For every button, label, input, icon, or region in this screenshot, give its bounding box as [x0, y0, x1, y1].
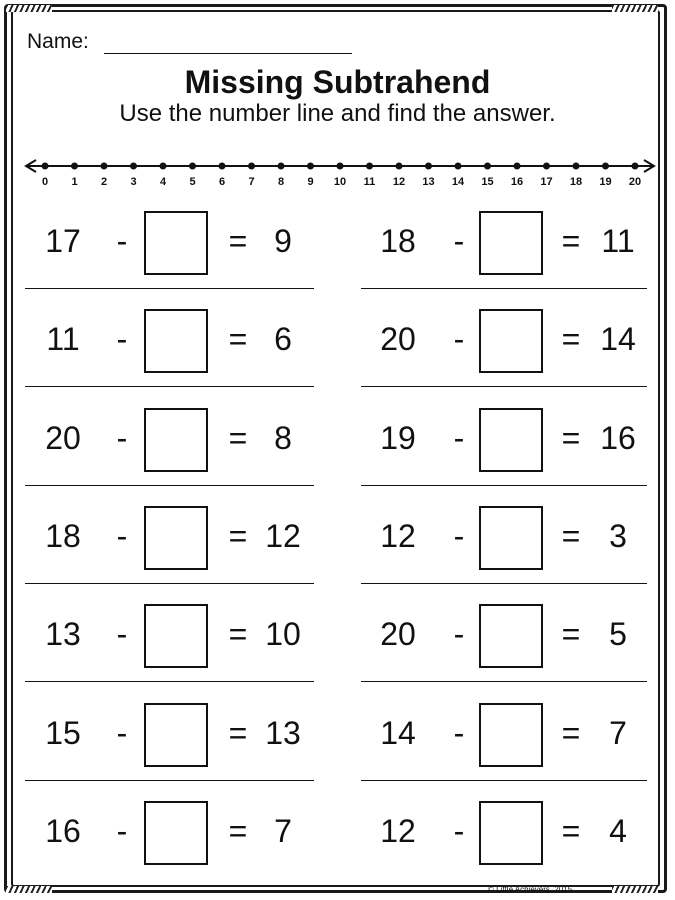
problem-row-right — [0, 703, 675, 763]
corner-decoration-top-right — [612, 5, 658, 12]
row-divider — [361, 780, 647, 781]
number-line-dot — [425, 163, 432, 170]
number-line-dot — [602, 163, 609, 170]
problem-row-right — [0, 506, 675, 566]
minuend: 14 — [380, 715, 416, 751]
minuend: 19 — [380, 420, 416, 456]
equals-sign: = — [228, 518, 248, 554]
difference: 11 — [601, 223, 635, 259]
number-line-dot — [42, 163, 49, 170]
difference: 9 — [274, 223, 292, 259]
equals-sign: = — [228, 223, 248, 259]
corner-decoration-bottom-right — [612, 886, 658, 893]
difference: 3 — [609, 518, 627, 554]
minuend: 15 — [45, 715, 81, 751]
number-line-dot — [189, 163, 196, 170]
number-line-dot — [278, 163, 285, 170]
number-line-dot — [219, 163, 226, 170]
difference: 13 — [265, 715, 301, 751]
number-line-label: 15 — [481, 176, 494, 188]
row-divider — [25, 485, 314, 486]
difference: 4 — [609, 813, 627, 849]
problem-row-right — [0, 604, 675, 664]
number-line-dot — [396, 163, 403, 170]
answer-box[interactable] — [479, 309, 543, 373]
equals-sign: = — [561, 715, 581, 751]
number-line-label: 19 — [599, 176, 612, 188]
number-line-dot — [307, 163, 314, 170]
number-line-dot — [484, 163, 491, 170]
answer-box[interactable] — [479, 604, 543, 668]
number-line-label: 10 — [333, 176, 347, 188]
number-line-dot — [632, 163, 639, 170]
difference: 6 — [274, 321, 292, 357]
problem-row-right — [0, 309, 675, 369]
worksheet-instructions: Use the number line and find the answer. — [119, 100, 556, 127]
equals-sign: = — [228, 715, 248, 751]
number-line-label: 2 — [100, 176, 108, 188]
equals-sign: = — [228, 321, 248, 357]
row-divider — [361, 583, 647, 584]
minus-sign: - — [116, 518, 128, 554]
equals-sign: = — [561, 518, 581, 554]
problem-row-right — [0, 211, 675, 271]
number-line-dot — [514, 163, 521, 170]
minuend: 20 — [380, 616, 416, 652]
number-line — [0, 150, 675, 195]
number-line-dot — [573, 163, 580, 170]
minus-sign: - — [453, 813, 465, 849]
number-line-dot — [130, 163, 137, 170]
number-line-dot — [366, 163, 373, 170]
difference: 12 — [265, 518, 301, 554]
difference: 7 — [609, 715, 627, 751]
row-divider — [25, 583, 314, 584]
minus-sign: - — [453, 715, 465, 751]
answer-box[interactable] — [479, 211, 543, 275]
number-line-dot — [101, 163, 108, 170]
difference: 10 — [265, 616, 301, 652]
worksheet-title: Missing Subtrahend — [184, 64, 491, 100]
minus-sign: - — [116, 223, 128, 259]
number-line-label: 14 — [451, 176, 465, 188]
number-line-label: 20 — [628, 176, 642, 188]
number-line-label: 9 — [307, 176, 314, 188]
number-line-label: 13 — [422, 176, 435, 188]
difference: 7 — [274, 813, 292, 849]
minuend: 13 — [45, 616, 81, 652]
answer-box[interactable] — [479, 506, 543, 570]
minuend: 12 — [380, 813, 416, 849]
row-divider — [25, 681, 314, 682]
number-line-label: 8 — [277, 176, 285, 188]
problem-row-right — [0, 408, 675, 468]
equals-sign: = — [228, 420, 248, 456]
number-line-label: 7 — [248, 176, 255, 188]
number-line-dot — [543, 163, 550, 170]
number-line-dot — [455, 163, 462, 170]
row-divider — [361, 288, 647, 289]
corner-decoration-top-left — [6, 5, 52, 12]
minuend: 18 — [45, 518, 81, 554]
corner-decoration-bottom-left — [6, 886, 52, 893]
number-line-label: 3 — [130, 176, 137, 188]
number-line-label: 16 — [510, 176, 524, 188]
row-divider — [361, 485, 647, 486]
minus-sign: - — [116, 321, 128, 357]
equals-sign: = — [561, 321, 581, 357]
minuend: 17 — [45, 223, 81, 259]
difference: 16 — [600, 420, 636, 456]
copyright-notice: © Little Achievers, 2015 — [488, 885, 573, 894]
minus-sign: - — [116, 616, 128, 652]
number-line-dot — [337, 163, 344, 170]
difference: 8 — [274, 420, 292, 456]
minuend: 12 — [380, 518, 416, 554]
equals-sign: = — [561, 420, 581, 456]
minuend: 18 — [380, 223, 416, 259]
minus-sign: - — [453, 223, 465, 259]
number-line-label: 17 — [540, 176, 553, 188]
minus-sign: - — [453, 518, 465, 554]
difference: 5 — [609, 616, 627, 652]
minus-sign: - — [116, 715, 128, 751]
number-line-label: 4 — [159, 176, 167, 188]
answer-box[interactable] — [479, 408, 543, 472]
minuend: 20 — [380, 321, 416, 357]
answer-box[interactable] — [479, 703, 543, 767]
equals-sign: = — [561, 616, 581, 652]
number-line-label: 11 — [363, 176, 376, 188]
row-divider — [361, 386, 647, 387]
number-line-dot — [71, 163, 78, 170]
minus-sign: - — [453, 616, 465, 652]
minuend: 16 — [45, 813, 81, 849]
number-line-label: 1 — [71, 176, 78, 188]
number-line-label: 0 — [41, 176, 49, 188]
row-divider — [25, 780, 314, 781]
name-input-line[interactable] — [104, 53, 352, 54]
minus-sign: - — [116, 420, 128, 456]
difference: 14 — [600, 321, 636, 357]
number-line-label: 5 — [189, 176, 196, 188]
row-divider — [361, 681, 647, 682]
number-line-dot — [248, 163, 255, 170]
name-label: Name: — [27, 30, 89, 53]
answer-box[interactable] — [479, 801, 543, 865]
minuend: 20 — [45, 420, 81, 456]
equals-sign: = — [561, 813, 581, 849]
number-line-dot — [160, 163, 167, 170]
row-divider — [25, 288, 314, 289]
number-line-label: 6 — [218, 176, 226, 188]
equals-sign: = — [228, 616, 248, 652]
number-line-label: 12 — [392, 176, 406, 188]
problem-row-right — [0, 801, 675, 861]
minus-sign: - — [453, 321, 465, 357]
equals-sign: = — [561, 223, 581, 259]
row-divider — [25, 386, 314, 387]
minus-sign: - — [116, 813, 128, 849]
minuend: 11 — [46, 321, 80, 357]
number-line-label: 18 — [569, 176, 583, 188]
minus-sign: - — [453, 420, 465, 456]
equals-sign: = — [228, 813, 248, 849]
